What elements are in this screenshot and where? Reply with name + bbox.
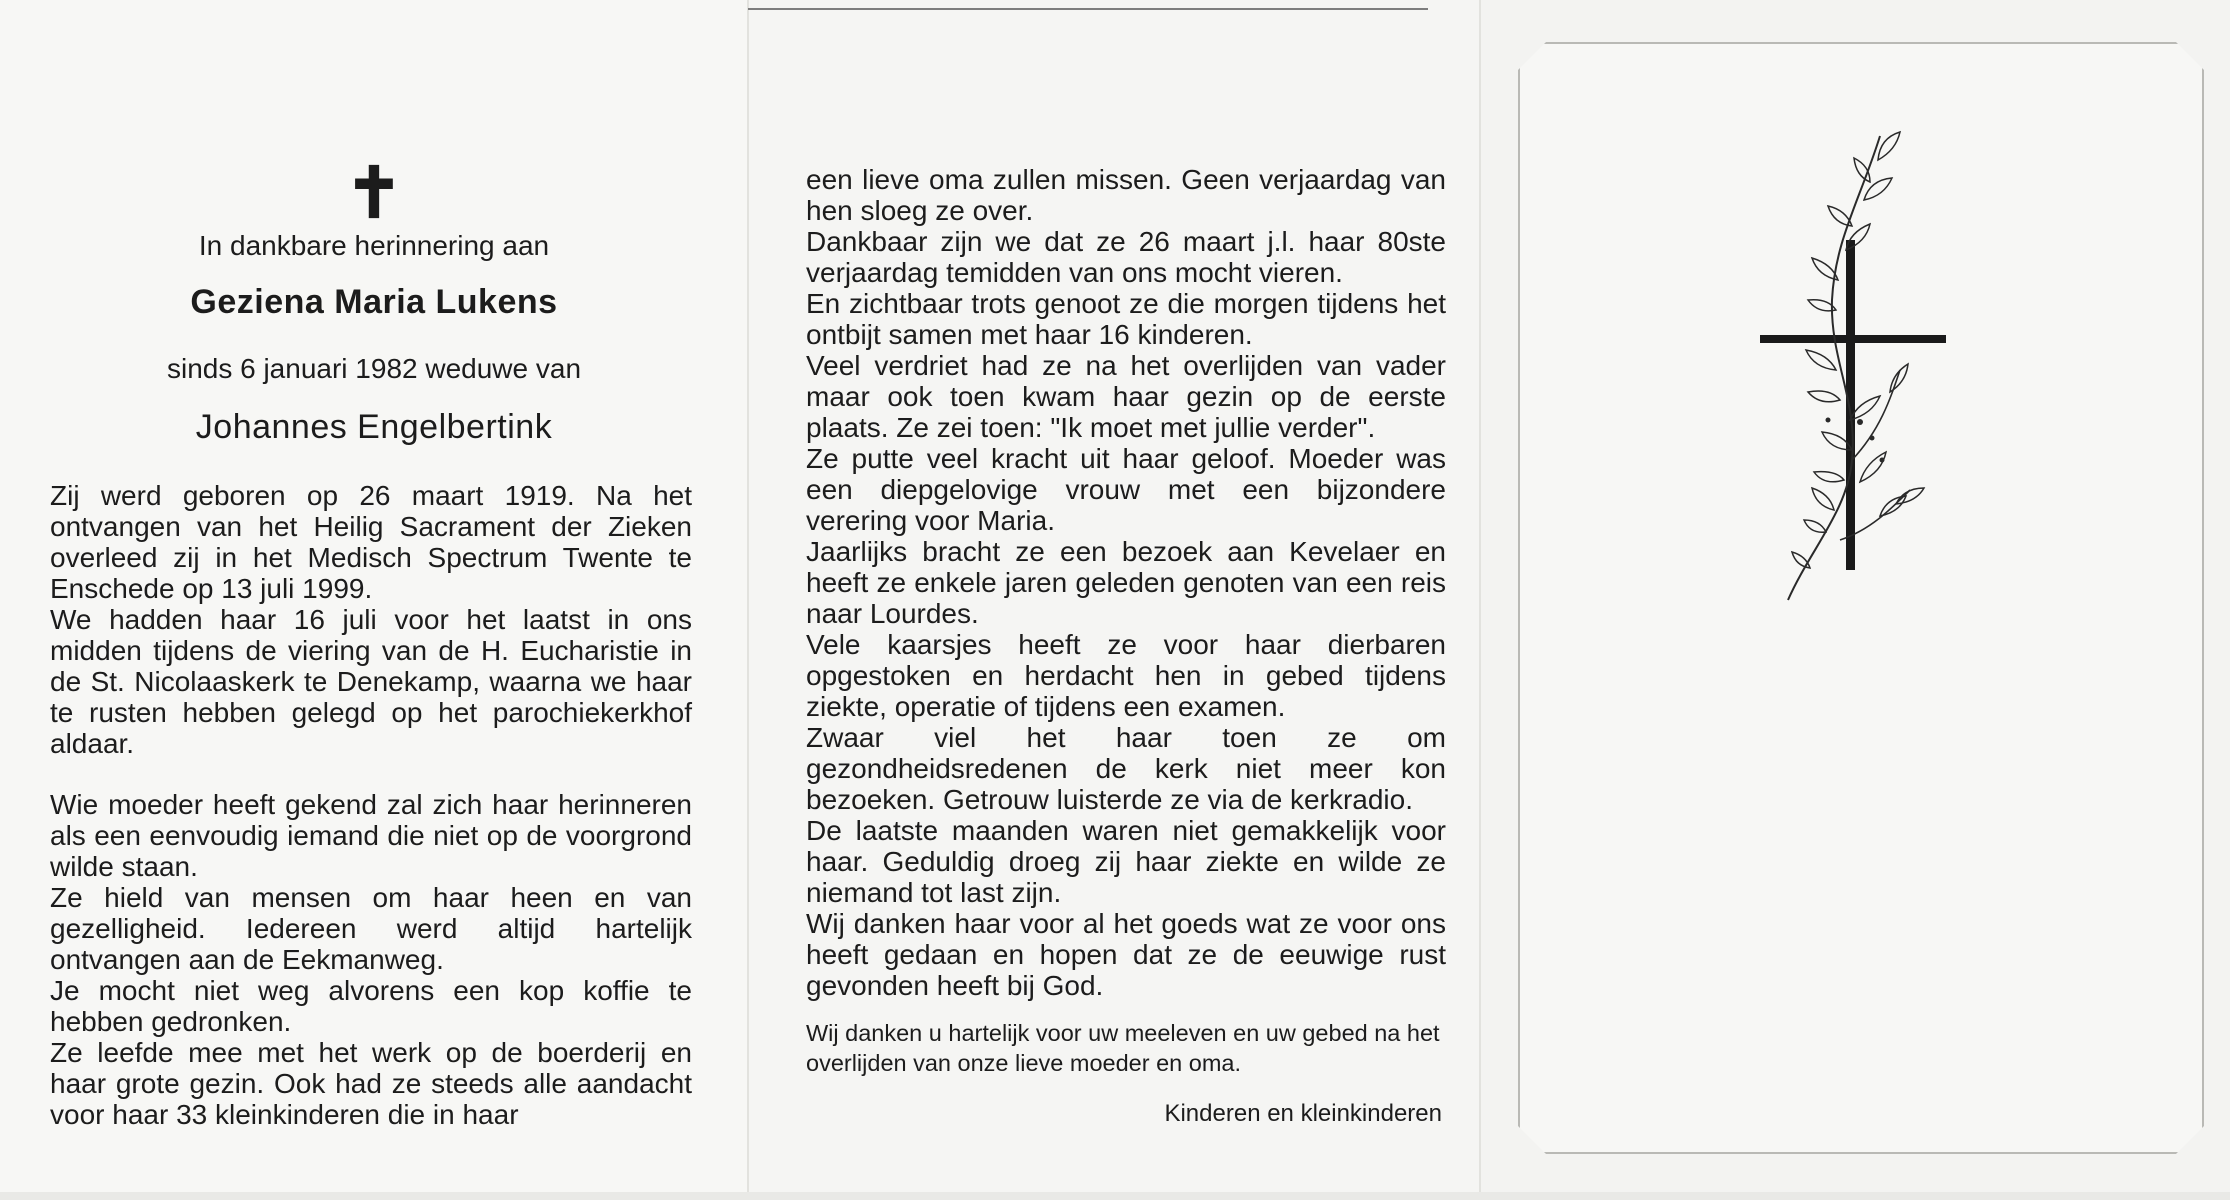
body-paragraph: Ze putte veel kracht uit haar geloof. Moeder was een diepgelovige vrouw met een bijzondere verering voor Maria.: [806, 443, 1446, 536]
deceased-name: Geziena Maria Lukens: [190, 283, 558, 321]
body-paragraph: Jaarlijks bracht ze een bezoek aan Kevelaer en heeft ze enkele jaren geleden genoten van een reis naar Lourdes.: [806, 536, 1446, 629]
husband-name: Johannes Engelbertink: [195, 408, 553, 446]
thanks-note: Wij danken u hartelijk voor uw meeleven en uw gebed na het overlijden van onze lieve moeder en oma.: [806, 1020, 1440, 1076]
body-paragraph: Ze leefde mee met het werk op de boerderij en haar grote gezin. Ook had ze steeds alle aandacht voor haar 33 kleinkinderen die in haar: [50, 1037, 692, 1130]
body-paragraph: Zwaar viel het haar toen ze om gezondheidsredenen de kerk niet meer kon bezoeken. Getrouw luisterde ze via de kerkradio.: [806, 722, 1446, 815]
middle-body-text: [806, 164, 1446, 1001]
body-paragraph: We hadden haar 16 juli voor het laatst in ons midden tijdens de viering van de H. Eucharistie in de St. Nicolaaskerk te Denekamp, waarna we haar te rusten hebben gelegd op het parochiekerkhof aldaar.: [50, 604, 692, 759]
body-paragraph: En zichtbaar trots genoot ze die morgen tijdens het ontbijt samen met haar 16 kinderen.: [806, 288, 1446, 350]
bottom-edge: [0, 1192, 2230, 1200]
left-body-text: [50, 480, 692, 1130]
signature: Kinderen en kleinkinderen: [1164, 1100, 1442, 1127]
body-paragraph: Vele kaarsjes heeft ze voor haar dierbaren opgestoken en herdacht hen in gebed tijdens ziekte, operatie of tijdens een examen.: [806, 629, 1446, 722]
body-paragraph: Ze hield van mensen om haar heen en van gezelligheid. Iedereen werd altijd hartelijk ontvangen aan de Eekmanweg.: [50, 882, 692, 975]
body-paragraph: Je mocht niet weg alvorens een kop koffie te hebben gedronken.: [50, 975, 692, 1037]
body-paragraph: Wij danken haar voor al het goeds wat ze voor ons heeft gedaan en hopen dat ze de eeuwige rust gevonden heeft bij God.: [806, 908, 1446, 1001]
intro-line: In dankbare herinnering aan: [198, 230, 550, 261]
body-paragraph: Wie moeder heeft gekend zal zich haar herinneren als een eenvoudig iemand die niet op de voorgrond wilde staan.: [50, 789, 692, 882]
cross-icon: ✝: [344, 151, 404, 234]
widow-line: sinds 6 januari 1982 weduwe van: [166, 353, 582, 384]
cross-with-olive-branch-icon: [1740, 130, 1970, 650]
body-paragraph: een lieve oma zullen missen. Geen verjaardag van hen sloeg ze over.: [806, 164, 1446, 226]
fold-divider: [1479, 0, 1481, 1200]
top-rule: [748, 8, 1428, 10]
body-paragraph: Veel verdriet had ze na het overlijden van vader maar ook toen kwam haar gezin op de eerste plaats. Ze zei toen: "Ik moet met jullie verder".: [806, 350, 1446, 443]
body-paragraph: Zij werd geboren op 26 maart 1919. Na het ontvangen van het Heilig Sacrament der Zieken overleed zij in het Medisch Spectrum Twente te Enschede op 13 juli 1999.: [50, 480, 692, 604]
body-paragraph: Dankbaar zijn we dat ze 26 maart j.l. haar 80ste verjaardag temidden van ons mocht vieren.: [806, 226, 1446, 288]
body-paragraph: De laatste maanden waren niet gemakkelijk voor haar. Geduldig droeg zij haar ziekte en wilde ze niemand tot last zijn.: [806, 815, 1446, 908]
